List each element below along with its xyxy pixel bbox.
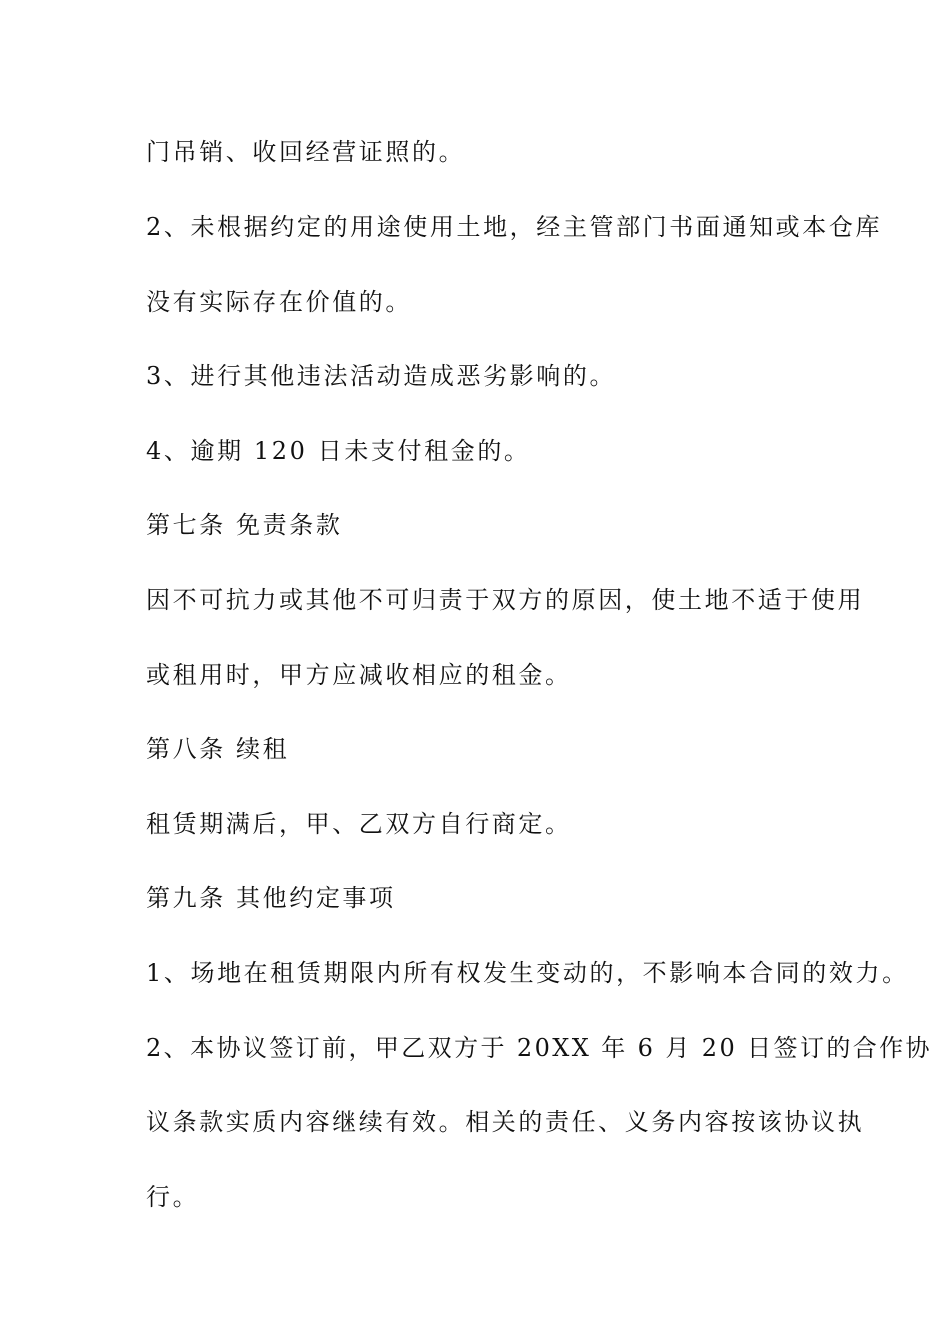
text-line: 门吊销、收回经营证照的。: [146, 138, 466, 166]
section-heading: 第七条 免责条款: [146, 511, 343, 539]
text-line: 租赁期满后，甲、乙双方自行商定。: [146, 810, 572, 838]
section-heading: 第八条 续租: [146, 735, 290, 763]
text-line: 议条款实质内容继续有效。相关的责任、义务内容按该协议执: [146, 1108, 865, 1136]
text-line: 2、未根据约定的用途使用土地，经主管部门书面通知或本仓库: [146, 213, 883, 241]
text-line: 行。: [146, 1183, 200, 1211]
text-line: 3、进行其他违法活动造成恶劣影响的。: [146, 362, 617, 390]
text-line: 4、逾期 120 日未支付租金的。: [146, 437, 531, 465]
text-line: 1、场地在租赁期限内所有权发生变动的，不影响本合同的效力。: [146, 959, 909, 987]
text-line: 或租用时，甲方应减收相应的租金。: [146, 661, 572, 689]
text-line: 2、本协议签订前，甲乙双方于 20XX 年 6 月 20 日签订的合作协: [146, 1034, 932, 1062]
text-line: 因不可抗力或其他不可归责于双方的原因，使土地不适于使用: [146, 586, 865, 614]
section-heading: 第九条 其他约定事项: [146, 884, 396, 912]
text-line: 没有实际存在价值的。: [146, 288, 412, 316]
